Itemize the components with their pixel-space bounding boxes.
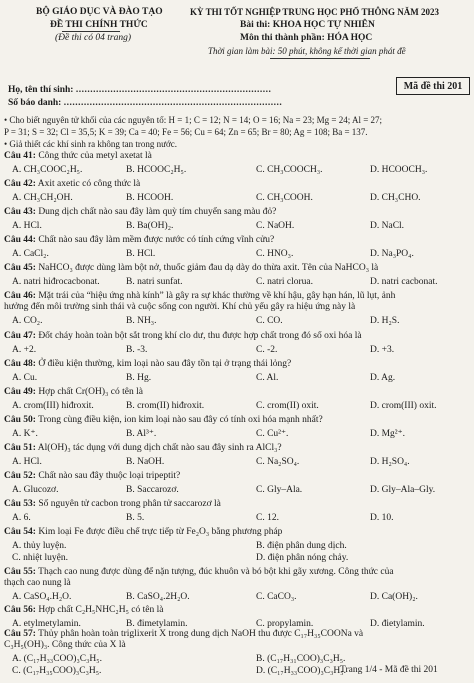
exam-subject-group: Bài thi: KHOA HỌC TỰ NHIÊN (240, 20, 375, 30)
answer-option-b: B. natri sunfat. (126, 277, 183, 287)
question-stem (4, 292, 395, 302)
answer-option-c: C. HNO₃. (256, 249, 294, 259)
answer-option-b: B. -3. (126, 345, 148, 355)
answer-option-b: B. NaOH. (126, 457, 165, 467)
question-text: Số nguyên tử cacbon trong phân tử saccarozơ là (35, 499, 221, 509)
answer-option-a: A. CO₂. (12, 316, 43, 326)
exam-subject: Môn thi thành phần: HÓA HỌC (240, 33, 373, 43)
question-number: Câu 57: (4, 629, 36, 639)
answer-option-c: C. Al. (256, 373, 279, 383)
answer-option-c: C. -2. (256, 345, 278, 355)
answer-option-d: D. CH₃CHO. (370, 193, 421, 203)
question-text: Thạch cao nung được dùng để nặn tượng, đúc khuôn và bó bột khi gãy xương. Công thức của (35, 567, 394, 577)
candidate-name-dots: .................................................................... (75, 85, 272, 95)
candidate-id-dots: ............................................................................ (63, 98, 283, 108)
question-stem (4, 152, 152, 162)
answer-option-b: B. (C₁₇H₃₁COO)₃C₃H₅. (256, 654, 346, 664)
answer-option-d: D. +3. (370, 345, 395, 355)
question-stem (4, 500, 221, 510)
question-stem (4, 568, 394, 578)
answer-option-b: B. Saccarozơ. (126, 485, 179, 495)
answer-option-a: A. CaSO₄.H₂O. (12, 592, 72, 602)
answer-option-d: D. Mg²⁺. (370, 429, 406, 439)
question-stem (4, 332, 362, 342)
page-footer: Trang 1/4 - Mã đề thi 201 (340, 665, 438, 675)
atomic-mass-note-2: P = 31; S = 32; Cl = 35,5; K = 39; Ca = 40; Fe = 56; Cu = 64; Zn = 65; Br = 80; Ag = 108; Ba = 137. (4, 127, 368, 137)
exam-title: KỲ THI TỐT NGHIỆP TRUNG HỌC PHỔ THÔNG NĂM 2023 (190, 7, 439, 17)
question-stem (4, 472, 180, 482)
question-text: Mặt trái của “hiệu ứng nhà kính” là gây ra sự khác thường về khí hậu, gây hạn hán, lũ lụt, ảnh (35, 291, 396, 301)
answer-option-d: D. Na₃PO₄. (370, 249, 414, 259)
question-stem (4, 416, 323, 426)
candidate-name-row (8, 86, 271, 96)
question-number: Câu 47: (4, 331, 36, 341)
answer-option-a: A. crom(III) hiđroxit. (12, 401, 94, 411)
question-text: Ở điều kiện thường, kim loại nào sau đây tồn tại ở trạng thái lỏng? (35, 359, 292, 369)
answer-option-a: A. CH₃CH₂OH. (12, 193, 73, 203)
question-text: Công thức của metyl axetat là (35, 151, 152, 161)
answer-option-a: A. HCl. (12, 221, 42, 231)
answer-option-d: D. đietylamin. (370, 619, 425, 629)
gas-insoluble-note: • Giả thiết các khí sinh ra không tan trong nước. (4, 139, 177, 149)
answer-option-c: C. CO. (256, 316, 283, 326)
answer-option-d: D. Ag. (370, 373, 396, 383)
question-text: NaHCO₃ được dùng làm bột nở, thuốc giảm đau dạ dày do thừa axit. Tên của NaHCO₃ là (35, 263, 379, 273)
answer-option-b: B. HCl. (126, 249, 156, 259)
answer-option-c: C. Na₂SO₄. (256, 457, 300, 467)
candidate-id-row (8, 99, 282, 109)
question-number: Câu 48: (4, 359, 36, 369)
header-underline-left (62, 31, 120, 32)
answer-option-c: C. (C₁₇H₃₅COO)₃C₃H₅. (12, 666, 102, 676)
answer-option-d: D. HCOOCH₃. (370, 165, 428, 175)
answer-option-b: B. CaSO₄.2H₂O. (126, 592, 190, 602)
question-text-continued: thạch cao nung là (4, 578, 71, 588)
question-stem (4, 208, 276, 218)
question-text: Al(OH)₃ tác dụng với dung dịch chất nào sau đây sinh ra AlCl₃? (35, 443, 282, 453)
question-number: Câu 45: (4, 263, 36, 273)
question-stem (4, 360, 291, 370)
question-number: Câu 54: (4, 527, 36, 537)
question-number: Câu 51: (4, 443, 36, 453)
question-number: Câu 42: (4, 179, 36, 189)
question-number: Câu 41: (4, 151, 36, 161)
answer-option-d: D. natri cacbonat. (370, 277, 438, 287)
answer-option-c: C. crom(II) oxit. (256, 401, 319, 411)
candidate-name-label: Họ, tên thí sinh: (8, 85, 76, 95)
question-stem (4, 388, 143, 398)
answer-option-c: C. CH₃COOCH₃. (256, 165, 323, 175)
question-text: Đốt cháy hoàn toàn bột sắt trong khí clo dư, thu được hợp chất trong đó số oxi hóa là (35, 331, 362, 341)
exam-code: Mã đề thi 201 (403, 80, 463, 92)
ministry-name: BỘ GIÁO DỤC VÀ ĐÀO TẠO (36, 7, 163, 17)
question-text: Dung dịch chất nào sau đây làm quỳ tím chuyển sang màu đỏ? (35, 207, 277, 217)
question-number: Câu 53: (4, 499, 36, 509)
question-text: Chất nào sau đây làm mềm được nước có tính cứng vĩnh cửu? (35, 235, 275, 245)
answer-option-b: B. Hg. (126, 373, 152, 383)
answer-option-a: A. (C₁₇H₃₃COO)₃C₃H₅. (12, 654, 102, 664)
official-exam-label: ĐỀ THI CHÍNH THỨC (50, 20, 148, 30)
answer-option-c: C. nhiệt luyện. (12, 553, 68, 563)
question-text: Axit axetic có công thức là (35, 179, 141, 189)
answer-option-d: D. Gly–Ala–Gly. (370, 485, 436, 495)
answer-option-d: D. 10. (370, 513, 394, 523)
question-number: Câu 55: (4, 567, 36, 577)
question-stem (4, 444, 282, 454)
exam-time: Thời gian làm bài: 50 phút, không kể thời gian phát đề (208, 46, 406, 56)
question-stem (4, 528, 282, 538)
question-number: Câu 46: (4, 291, 36, 301)
question-text-continued: C₃H₅(OH)₃. Công thức của X là (4, 640, 126, 650)
question-text: Trong cùng điều kiện, ion kim loại nào sau đây có tính oxi hóa mạnh nhất? (35, 415, 323, 425)
question-stem (4, 630, 363, 640)
answer-option-d: D. Ca(OH)₂. (370, 592, 418, 602)
answer-option-d: D. H₂SO₄. (370, 457, 410, 467)
answer-option-c: C. 12. (256, 513, 279, 523)
question-stem (4, 264, 378, 274)
answer-option-a: A. HCl. (12, 457, 42, 467)
question-number: Câu 52: (4, 471, 36, 481)
answer-option-d: D. điện phân nóng chảy. (256, 553, 349, 563)
answer-option-c: C. NaOH. (256, 221, 295, 231)
answer-option-b: B. NH₃. (126, 316, 157, 326)
question-text: Thủy phân hoàn toàn triglixerit X trong dung dịch NaOH thu được C₁₇H₃₅COONa và (35, 629, 364, 639)
answer-option-d: D. (C₁₇H₃₃COO)₃C₃H₅. (256, 666, 346, 676)
answer-option-b: B. 5. (126, 513, 145, 523)
answer-option-a: A. +2. (12, 345, 37, 355)
answer-option-a: A. etylmetylamin. (12, 619, 81, 629)
question-number: Câu 56: (4, 605, 36, 615)
answer-option-a: A. 6. (12, 513, 31, 523)
candidate-id-label: Số báo danh: (8, 98, 64, 108)
answer-option-a: A. CH₃COOC₂H₅. (12, 165, 83, 175)
answer-option-a: A. thủy luyện. (12, 541, 67, 551)
answer-option-a: A. CaCl₂. (12, 249, 49, 259)
page-count-note: (Đề thi có 04 trang) (55, 33, 131, 43)
answer-option-b: B. đimetylamin. (126, 619, 188, 629)
answer-option-d: D. H₂S. (370, 316, 400, 326)
question-number: Câu 50: (4, 415, 36, 425)
question-stem (4, 180, 140, 190)
answer-option-a: A. natri hiđrocacbonat. (12, 277, 100, 287)
question-number: Câu 44: (4, 235, 36, 245)
question-stem (4, 236, 274, 246)
answer-option-d: D. crom(III) oxit. (370, 401, 437, 411)
answer-option-b: B. Ba(OH)₂. (126, 221, 174, 231)
answer-option-c: C. CaCO₃. (256, 592, 297, 602)
question-text: Kim loại Fe được điều chế trực tiếp từ Fe₂O₃ bằng phương pháp (35, 527, 283, 537)
answer-option-c: C. CH₃COOH. (256, 193, 313, 203)
answer-option-c: C. Cu²⁺. (256, 429, 289, 439)
answer-option-d: D. NaCl. (370, 221, 405, 231)
question-number: Câu 43: (4, 207, 36, 217)
answer-option-b: B. HCOOC₂H₅. (126, 165, 187, 175)
answer-option-b: B. điện phân dung dịch. (256, 541, 347, 551)
answer-option-c: C. natri clorua. (256, 277, 313, 287)
answer-option-a: A. Cu. (12, 373, 38, 383)
answer-option-b: B. HCOOH. (126, 193, 174, 203)
question-number: Câu 49: (4, 387, 36, 397)
answer-option-a: A. K⁺. (12, 429, 38, 439)
answer-option-b: B. Al³⁺. (126, 429, 157, 439)
question-text-continued: hưởng đến môi trường sinh thái và cuộc sống con người. Khí chủ yếu gây ra hiệu ứng này là (4, 302, 356, 312)
answer-option-c: C. propylamin. (256, 619, 314, 629)
header-underline-right (270, 58, 370, 59)
question-stem (4, 606, 163, 616)
answer-option-b: B. crom(II) hiđroxit. (126, 401, 205, 411)
question-text: Hợp chất C₂H₅NHC₂H₅ có tên là (35, 605, 164, 615)
exam-code-box (396, 77, 470, 95)
answer-option-a: A. Glucozơ. (12, 485, 59, 495)
question-text: Chất nào sau đây thuộc loại tripeptit? (35, 471, 181, 481)
atomic-mass-note-1: • Cho biết nguyên tử khối của các nguyên tố: H = 1; C = 12; N = 14; O = 16; Na = 23; Mg = 24; Al = 27; (4, 115, 383, 125)
question-text: Hợp chất Cr(OH)₃ có tên là (35, 387, 143, 397)
answer-option-c: C. Gly–Ala. (256, 485, 303, 495)
